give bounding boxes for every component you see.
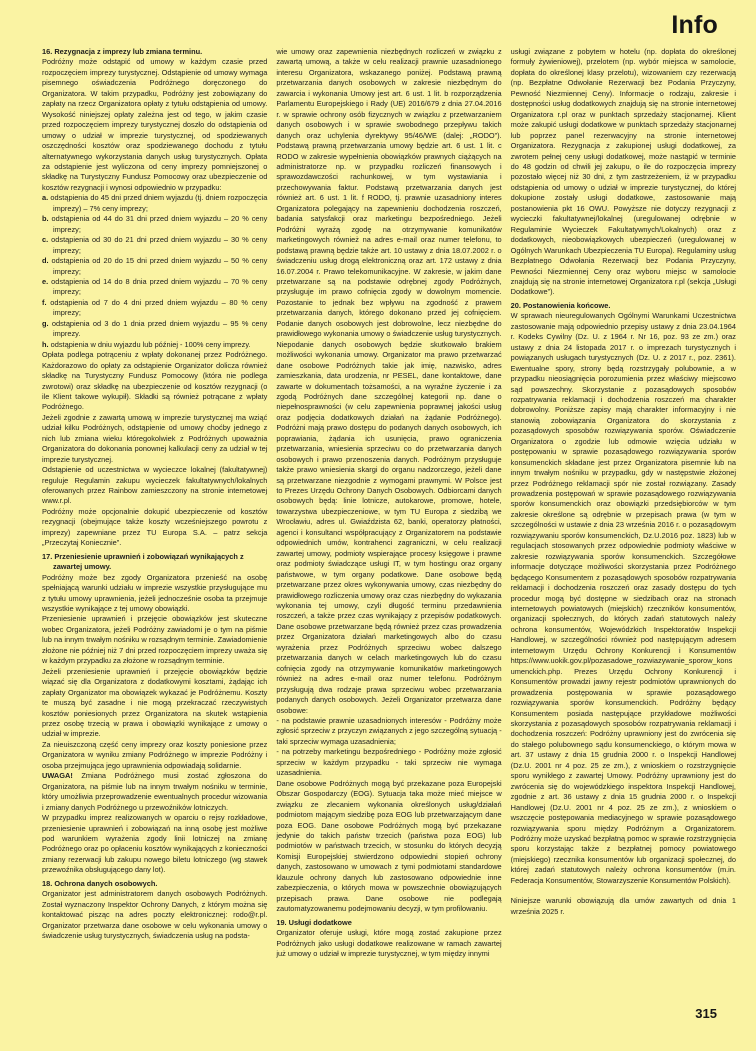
bold-label: e. [42,276,52,286]
paragraph: Opłata podlega potrąceniu z wpłaty dokonanej przez Podróżnego. Każdorazowo do opłaty za odstąpienie Organizator dolicza również składkę na Turystyczny Fundusz Pomocowy (która nie podlega zwrotowi) oraz składkę na ubezpieczenie od kosztów rezygnacji (o ile Klient takowe wykupił). Składki są również potrącane z wpłaty Podróżnego. [42,350,268,412]
paragraph: Dane osobowe Podróżnych mogą być przekazane poza Europejski Obszar Gospodarczy (EOG). Sytuacja taka może mieć miejsce w związku ze zlecaniem wykonania określonych usług/działań podmiotom mającym siedzibę poza EOG lub przetwarzającym dane poza EOG. Dane osobowe Podróżnych mogą być przekazane jedynie do takich państw trzecich (państwa poza EOG) lub podmiotów w państwach trzecich, w stosunku do których decyzją Komisji Europejskiej stwierdzono odpowiedni stopień ochrony danych, zastosowano w umowach z tymi podmiotami standardowe klauzule ochrony danych lub zastosowano odpowiednie inne zabezpieczenia, o których mowa w powszechnie obowiązujących przepisach prawa. Dane osobowe nie podlegają zautomatyzowanemu podejmowaniu decyzji, w tym profilowaniu. [276,778,502,914]
list-item: d. odstąpienia od 20 do 15 dni przed dniem wyjazdu – 50 % ceny imprezy; [42,256,268,276]
bold-label: a. [42,193,51,203]
list-item: g. odstąpienia od 3 do 1 dnia przed dniem wyjazdu – 95 % ceny imprezy. [42,318,268,339]
section-heading: 16. Rezygnacja z imprezy lub zmiana terminu. [42,47,203,56]
paragraph: - na podstawie prawnie uzasadnionych interesów - Podróżny może zgłosić sprzeciw z przyczyn związanych z jego szczególną sytuacją - taki sprzeciw wymaga uzasadnienia; [276,716,502,746]
paragraph: Odstąpienie od uczestnictwa w wycieczce lokalnej (fakultatywnej) reguluje Regulamin zakupu wycieczek fakultatywnych/lokalnych oferowanych przez Rainbow zamieszczony na stronie internetowej www.r.pl. [42,465,268,506]
list-item: c. odstąpienia od 30 do 21 dni przed dniem wyjazdu – 30 % ceny imprezy; [42,235,268,255]
list-item: f. odstąpienia od 7 do 4 dni przed dniem wyjazdu – 80 % ceny imprezy; [42,297,268,318]
bold-label: h. [42,339,51,349]
paragraph: usługi związane z pobytem w hotelu (np. dopłata do określonej formuły żywieniowej), przelotem (np. wybór miejsca w samolocie, dopłata do określonej klasy przelotu), wizowaniem czy rezerwacją (np. Bezpłatne Odwołanie Rezerwacji bez Podania Przyczyny, Pewność Niezmiennej Ceny). Informacje o rodzaju, zakresie i dostępności usług dodatkowych znajdują się na stronie internetowej Organizatora r.pl oraz w punktach sprzedaży stacjonarnej. Klient może zakupić usługi dodatkowe w punktach sprzedaży stacjonarnej lub poprzez panel rezerwacyjny na stronie internetowej Organizatora. Rezygnacja z zakupionej usługi dodatkowej, za zwrotem pełnej ceny usługi dodatkowej, może nastąpić w terminie do 48 godzin od chwili jej zakupu, o ile do rozpoczęcia imprezy pozostało więcej niż 30 dni, z tym zastrzeżeniem, iż w przypadku odstąpienia od umowy o udział w imprezie turystycznej, do której dokupione zostały usługi dodatkowe, zastosowanie mają postanowienia pkt 16 OWU. Powyższe nie dotyczy rezygnacji z wycieczki fakultatywnej/lokalnej (uregulowanej odrębnie w Regulaminie Wycieczek Fakultatywnych/Lokalnych) oraz z dodatkowych, nieobowiązkowych ubezpieczeń (uregulowanej w Ogólnych Warunkach Ubezpieczenia TU Europa). Regulaminy usług Bezpłatnego Odwołania Rezerwacji bez Podania Przyczyny, Pewności Niezmiennej Ceny oraz wyboru miejsc w samolocie znajdują się na stronie internetowej Organizatora r.pl (sekcja „Usługi Dodatkowe”). [510,47,736,297]
paragraph: Podróżny może opcjonalnie dokupić ubezpieczenie od kosztów rezygnacji (obejmujące także koszty wcześniejszego powrotu z imprezy) zapewniane przez TU Europa S.A. – patrz sekcja „Przeczytaj Koniecznie”. [42,506,268,548]
bold-label: UWAGA! [42,771,82,781]
paragraph: Jeżeli przeniesienie uprawnień i przejęcie obowiązków będzie wiązać się dla Organizatora z dodatkowymi kosztami, żądając ich zapłaty Organizator ma obowiązek wykazać je Podróżnemu. Koszty te muszą być zasadne i nie mogą przekraczać rzeczywistych kosztów poniesionych przez Organizatora na skutek wstąpienia przez osobę trzecią w prawa i obowiązki wynikające z umowy o udział w imprezie. [42,666,268,739]
terms-columns [42,47,736,1011]
paragraph: W sprawach nieuregulowanych Ogólnymi Warunkami Uczestnictwa zastosowanie mają odpowiednio przepisy ustawy z dnia 23.04.1964 r. Kodeks Cywilny (Dz. U. z 1964 r. Nr 16, poz. 93 ze zm.) oraz ustawy z dnia 24 listopada 2017 r. o imprezach turystycznych i powiązanych usługach turystycznych (Dz. U. z 2017 r., poz. 2361). Ewentualne spory, strony będą rozstrzygały polubownie, a w przypadku nieosiągnięcia porozumienia przez właściwy miejscowo sąd powszechny. Skorzystanie z pozasądowych sposobów rozpatrywania reklamacji i dochodzenia roszczeń ma charakter dobrowolny. Poniższe zapisy mają charakter informacyjny i nie stanowią zobowiązania Organizatora do skorzystania z pozasądowych sposobów rozwiązywania sporów. Oświadczenie Organizatora o zgodzie lub odmowie wzięcia udziału w postępowaniu w sprawie pozasądowego rozwiązywania sporów konsumenckich składane jest przez Organizatora pisemnie lub na innym trwałym nośniku w przypadku, gdy w następstwie złożonej przez Podróżnego reklamacji spór nie został rozwiązany. Zasady prowadzenia postępowań w sprawie pozasądowego rozwiązywania sporów konsumenckich oraz obowiązki przedsiębiorców w tym zakresie określone są odrębnie w przepisach prawa (w tym w szczególności w ustawie z dnia 23 września 2016 r. o pozasądowym rozwiązywaniu sporów konsumenckich, Dz.U.2016 poz. 1823) lub w regulacjach stosowanych przez odpowiednie podmioty właściwe w zakresie rozwiązywania sporów konsumenckich. Szczegółowe informacje dotyczące możliwości skorzystania przez Podróżnego będącego Konsumentem z pozasądowych sposobów rozpatrywania reklamacji i dochodzenia roszczeń oraz zasady dostępu do tych procedur mogą być dostępne w siedzibach oraz na stronach internetowych powiatowych (miejskich) rzeczników konsumentów, organizacji społecznych, do których zadań statutowych należy ochrona konsumentów, Wojewódzkich Inspektoratów Inspekcji Handlowej, w szczególności również pod następującym adresem internetowym Urzędu Ochrony Konkurencji i Konsumentów https://www.uokik.gov.pl/pozasadowe_rozwiazywanie_sporow_konsumenckich.php. Prezes Urzędu Ochrony Konkurencji i Konsumentów prowadzi jawny rejestr podmiotów uprawnionych do prowadzenia postępowania w sprawie pozasądowego rozwiązywania sporów konsumenckich. Podróżny będący Konsumentem posiada następujące przykładowe możliwości skorzystania z pozasądowych sposobów rozpatrywania reklamacji i dochodzenia roszczeń: Podróżny uprawniony jest do zwrócenia się do stałego polubownego sądu konsumenckiego, o którym mowa w art. 37 ustawy z dnia 15 grudnia 2000 r. o Inspekcji Handlowej (Dz.U. 2001 nr 4 poz. 25 ze zm.), z wnioskiem o rozstrzygnięcie sporu wynikłego z zawartej Umowy. Podróżny uprawniony jest do zwrócenia się do wojewódzkiego inspektora Inspekcji Handlowej, zgodnie z art. 36 ustawy z dnia 15 grudnia 2000 r. o Inspekcji Handlowej (Dz.U. 2001 nr 4 poz. 25 ze zm.), z wnioskiem o wszczęcie postępowania mediacyjnego w sprawie pozasądowego rozwiązywania sporu między Podróżnym a Organizatorem. Podróżny może uzyskać bezpłatną pomoc w sprawie rozstrzygnięcia sporu korzystając także z bezpłatnej pomocy powiatowego (miejskiego) rzecznika konsumentów lub organizacji społecznej, do której zadań statutowych należy ochrona konsumentów (m.in. Federacja Konsumentów, Stowarzyszenie Konsumentów Polskich). [510,311,736,885]
column-3 [511,47,736,1011]
paragraph: - na potrzeby marketingu bezpośredniego - Podróżny może zgłosić sprzeciw w każdym przypadku - taki sprzeciw nie wymaga uzasadnienia. [276,747,502,778]
paragraph: Podróżny może odstąpić od umowy w każdym czasie przed rozpoczęciem imprezy turystycznej. Odstąpienie od umowy wymaga pisemnego oświadczenia Podróżnego doręczonego do Organizatora. W takim przypadku, Podróżny jest zobowiązany do zapłaty na rzecz Organizatora opłaty z tytułu odstąpienia od umowy. Wysokość niniejszej opłaty zależna jest od tego, w jakim czasie przed rozpoczęciem imprezy turystycznej doszło do odstąpienia od umowy o udział w imprezie turystycznej, od spodziewanych oszczędności kosztów oraz spodziewanego dochodu z tytułu alternatywnego wykorzystania danych usług turystycznych. Opłata za odstąpienie jest wyliczona od ceny imprezy pomniejszonej o składkę na Turystyczny Fundusz Pomocowy oraz ubezpieczenie od kosztów rezygnacji i wynosi odpowiednio w przypadku: [42,57,268,192]
paragraph: wie umowy oraz zapewnienia niezbędnych rozliczeń w związku z zawartą umową, a także w celu realizacji prawnie uzasadnionego interesu Organizatora, wskazanego poniżej. Podstawą prawną przetwarzania danych osobowych w zakresie niezbędnym do zawarcia i wykonania Umowy jest art. 6 ust. 1 lit. b rozporządzenia Parlamentu Europejskiego i Rady (UE) 2016/679 z dnia 27.04.2016 r. w sprawie ochrony osób fizycznych w związku z przetwarzaniem danych osobowych i w sprawie swobodnego przepływu takich danych oraz uchylenia dyrektywy 95/46/WE (dalej: „RODO”). Podstawą prawną przetwarzania umowy będzie art. 6 ust. 1 lit. c RODO w zakresie wypełnienia obowiązków prawnych ciążących na administratorze np. w przypadku rozliczeń finansowych i sprawozdawczości rachunkowej, w tym wystawiania i przechowywania faktur. Podstawą przetwarzania danych jest również art. 6 ust. 1 lit. f RODO, tj. prawnie uzasadniony interes Organizatora polegający na zapewnieniu dochodzenia roszczeń, badania satysfakcji oraz marketingu bezpośredniego. Jeżeli Podróżni wyrażą zgodę na otrzymywanie komunikatów marketingowych również na adres e-mail oraz numer telefonu, to podstawą prawną będzie także art. 10 ustawy z dnia 18.07.2002 r. o świadczeniu usług drogą elektroniczną oraz art. 172 ustawy z dnia 16.07.2004 r. Prawo telekomunikacyjne. W zakresie, w jakim dane przetwarzane są na podstawie odrębnej zgody Podróżnych, przysługuje im prawo cofnięcia zgody w dowolnym momencie. Pozostanie to jednak bez wpływu na zgodność z prawem przetwarzania danych, którego dokonano przed jej cofnięciem. Podanie danych osobowych jest dobrowolne, lecz niezbędne do prawidłowego wykonania umowy o świadczenie usług turystycznych. Niepodanie danych osobowych będzie skutkowało brakiem możliwości wykonania umowy. Organizator ma prawo przetwarzać dane osobowe Podróżnych takie jak imię, nazwisko, adres zamieszkania, data urodzenia, nr PESEL, dane kontaktowe, dane zawarte w dokumentach tożsamości, a na wyraźne życzenie i za zgodą Podróżnych dane szczególnej kategorii np. dane o niepełnosprawności (w celu zapewnienia poprawnej jakości usług oraz podjęcia dodatkowych działań na żądanie Podróżnego). Podróżni mają prawo dostępu do podanych danych osobowych, ich poprawiania, żądania ich usunięcia, prawo ograniczenia przetwarzania, wniesienia sprzeciwu co do przetwarzania danych osobowych i prawo przenoszenia danych. Podróżnym przysługuje także prawo wniesienia skargi do organu nadzorczego, jeżeli dane są przetwarzane niezgodnie z wymogami prawnymi. W Polsce jest to Prezes Urzędu Ochrony Danych Osobowych. Odbiorcami danych osobowych będą: linie lotnicze, autokarowe, promowe, hotele, towarzystwa ubezpieczeniowe, w tym TU Europa z siedzibą we Wrocławiu, adres ul. Gwiaździsta 62, banki, operatorzy płatności, agenci i konsultanci współpracujący z Organizatorem na podstawie odpowiednich umów, kontrahenci zagraniczni, w celu realizacji zawartej umowy, podmioty wspierające procesy księgowe i prawne oraz podmioty świadczące usługi IT, w tym hostingu oraz organy państwowe, w tym organy podatkowe. Dane osobowe będą przetwarzane przez okres wykonywania umowy, czas niezbędny do prawidłowego rozliczenia umowy oraz czas niezbędny do wykazania wykonania tej umowy, czyli długość terminu przedawnienia roszczeń, a także przez czas wynikający z przepisów podatkowych. Dane osobowe przetwarzane będą również przez czas prowadzenia przez Organizatora działań marketingowych albo do czasu wyrażenia przez Podróżnych sprzeciwu wobec dalszego przetwarzania danych w celach marketingowych lub do czasu cofnięcia zgody na otrzymywanie komunikatów marketingowych również na adres e-mail oraz numer telefonu. Podróżnym przysługują dwa rodzaje prawa sprzeciwu wobec przetwarzania podanych danych osobowych. Jeżeli Organizator przetwarza dane osobowe: [276,47,502,715]
page-title: Info [671,11,718,39]
paragraph: Jeżeli zgodnie z zawartą umową w imprezie turystycznej ma wziąć udział kilku Podróżnych, odstąpienie od umowy choćby jednego z nich lub zmiana wieku któregokolwiek z Podróżnych upoważnia Organizatora do dokonania ponownej kalkulacji ceny za udział w tej imprezie turystycznej. [42,412,268,464]
bold-label: c. [42,235,52,245]
section-heading: 17. Przeniesienie uprawnień i zobowiązań wynikających z zawartej umowy. [42,551,244,572]
bold-label: f. [42,297,51,307]
list-item: h. odstąpienia w dniu wyjazdu lub później - 100% ceny imprezy. [42,339,251,349]
bold-label: d. [42,256,52,266]
list-item: e. odstąpienia od 14 do 8 dnia przed dniem wyjazdu – 70 % ceny imprezy; [42,276,268,297]
page-number: 315 [695,1006,717,1021]
paragraph: Niniejsze warunki obowiązują dla umów zawartych od dnia 1 września 2025 r. [510,896,736,916]
paragraph: Organizator jest administratorem danych osobowych Podróżnych. Został wyznaczony Inspektor Ochrony Danych, z którym można się kontaktować pisząc na adres poczty elektronicznej: rodo@r.pl. Organizator przetwarza dane osobowe w celu wykonania umowy o świadczenie usług turystycznych, świadczenia usług na podsta- [42,889,268,941]
paragraph: UWAGA! Zmiana Podróżnego musi zostać zgłoszona do Organizatora, na piśmie lub na innym trwałym nośniku w terminie, który umożliwia przeprowadzenie ewentualnych procedur wizowania i zmiany danych Podróżnego u przewoźników lotniczych. [42,771,268,812]
section-heading: 19. Usługi dodatkowe [276,917,352,927]
bold-label: b. [42,214,52,224]
section-heading: 20. Postanowienia końcowe. [510,300,611,310]
column-2 [276,47,501,1011]
section-heading: 18. Ochrona danych osobowych. [42,878,158,888]
paragraph: Podróżny może bez zgody Organizatora przenieść na osobę spełniającą warunki udziału w imprezie wszystkie przysługujące mu z tytułu umowy uprawnienia, jeżeli jednocześnie osoba ta przejmuje wszystkie wynikające z tej umowy obowiązki. [42,572,268,614]
paragraph: W przypadku imprez realizowanych w oparciu o rejsy rozkładowe, przeniesienie uprawnień i zobowiązań na inną osobę jest możliwe pod warunkiem wyrażenia zgody linii lotniczej na zmianę Podróżnego oraz po opłaceniu kosztów wynikających z konieczności zmiany rezerwacji lub zakupu nowego biletu lotniczego (wg stawek przewoźnika obsługującego dany lot). [42,813,268,875]
list-item: b. odstąpienia od 44 do 31 dni przed dniem wyjazdu – 20 % ceny imprezy; [42,214,268,234]
paragraph: Organizator oferuje usługi, które mogą zostać zakupione przez Podróżnych jako usługi dodatkowe realizowane w ramach zawartej już umowy o udział w imprezie turystycznej, w tym między innymi [276,928,502,958]
bold-label: g. [42,318,52,328]
paragraph: Przeniesienie uprawnień i przejęcie obowiązków jest skuteczne wobec Organizatora, jeżeli Podróżny zawiadomi je o tym na piśmie lub na innym trwałym nośniku w rozsądnym terminie. Zawiadomienie złożone nie później niż 7 dni przed rozpoczęciem imprezy uważa się w każdym przypadku za złożone w rozsądnym terminie. [42,614,268,666]
paragraph: Za nieuiszczoną część ceny imprezy oraz koszty poniesione przez Organizatora w wyniku zmiany Podróżnego w imprezie Podróżny i osoba przejmująca jego uprawnienia odpowiadają solidarnie. [42,739,268,770]
column-1 [42,47,267,1011]
list-item: a. odstąpienia do 45 dni przed dniem wyjazdu (tj. dniem rozpoczęcia imprezy) – 7% ceny imprezy; [42,193,268,213]
